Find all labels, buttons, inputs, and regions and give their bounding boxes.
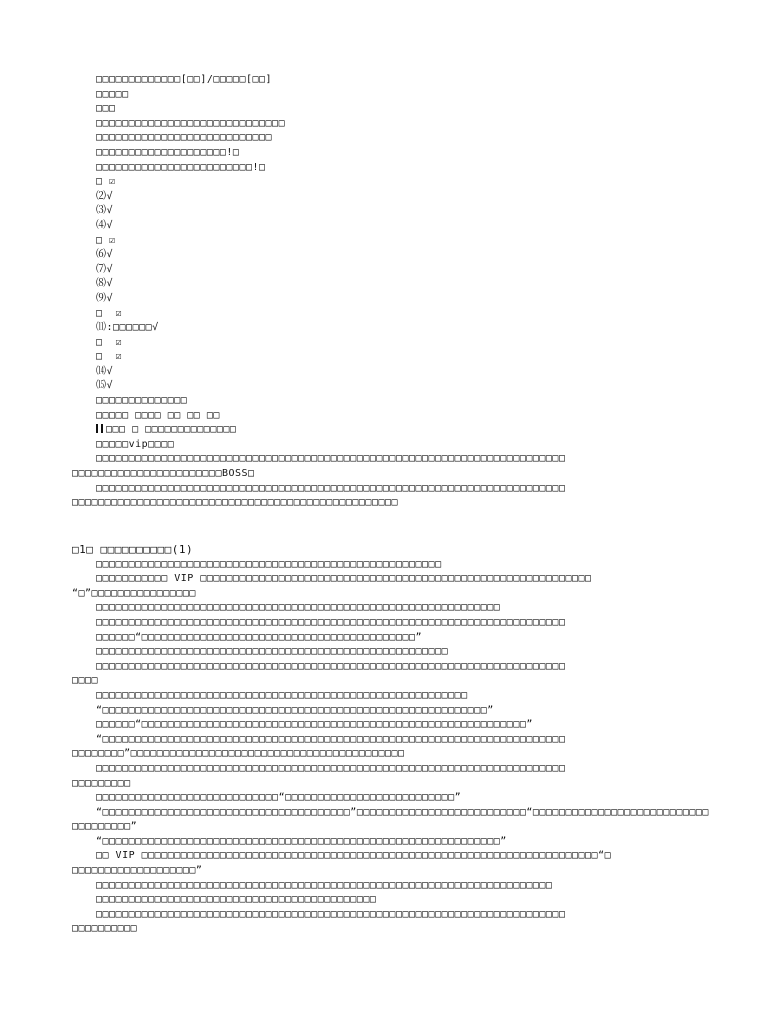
chapter-body: [0, 543, 768, 937]
bar-icon: [96, 424, 98, 433]
front-matter-line-text: ⑷√: [96, 219, 114, 231]
front-matter-line-text: □□□□□ □□□□ □□ □□ □□: [96, 409, 220, 421]
paragraph-line-text: □□□□□□□□□□□□□□□□□□□□□□□□□□□□“□□□□□□□□□□□□□□□□□□□□□□□□□□”: [96, 792, 462, 804]
front-matter-line: [0, 307, 768, 322]
paragraph-line: [0, 806, 768, 821]
front-matter-line-text: ⑻√: [96, 278, 114, 290]
paragraph-line-text: □□□□□□□□”□□□□□□□□□□□□□□□□□□□□□□□□□□□□□□□□□□□□□□□□□□: [72, 748, 405, 760]
front-matter-line: [0, 467, 768, 482]
front-matter-line: [0, 190, 768, 205]
front-matter-line: [0, 219, 768, 234]
front-matter-line-text: □ ☑: [96, 307, 123, 319]
paragraph-line: [0, 849, 768, 864]
front-matter-line-text: ⑾:□□□□□□√: [96, 322, 159, 334]
paragraph-line: [0, 791, 768, 806]
paragraph-line-text: “□”□□□□□□□□□□□□□□□□: [72, 587, 196, 599]
front-matter-line: [0, 248, 768, 263]
bar-icon: [101, 424, 103, 433]
front-matter-line: [0, 175, 768, 190]
paragraph-line: [0, 718, 768, 733]
front-matter: [0, 73, 768, 511]
paragraph-line-text: “□□□□□□□□□□□□□□□□□□□□□□□□□□□□□□□□□□□□□□□□□□□□□□□□□□□□□□□□□□□□□”: [96, 835, 507, 847]
paragraph-line: [0, 893, 768, 908]
front-matter-line-text: □□□□□□□□□□□□□[□□]/□□□□□[□□]: [96, 74, 273, 85]
front-matter-line-text: □□□□□□□□□□□□□□□□□□□□□□□BOSS□: [72, 468, 255, 480]
paragraph-line: [0, 660, 768, 675]
chapter-title: □1□ □□□□□□□□□□(1): [72, 543, 194, 556]
front-matter-line-text: □□□□□□□□□□□□□□□□□□□□□□□□□□□: [96, 132, 273, 144]
front-matter-line-text: □ ☑: [96, 336, 123, 348]
paragraph-line: [0, 616, 768, 631]
paragraph-line-text: □□□□□□□□□□□□□□□□□□□□□□□□□□□□□□□□□□□□□□□□□□□□□□□□□□□□□□□□□□□□□□□□□□□□□□□□: [96, 908, 566, 920]
front-matter-line: [0, 88, 768, 103]
front-matter-line-text: □ ☑: [96, 234, 116, 246]
paragraph-line-text: □□□□□□□□□□□□□□□□□□□□□□□□□□□□□□□□□□□□□□□□□□□□□□□□□□□□□□□□□□□□□□□□□□□□□□: [96, 879, 553, 891]
paragraph-line-text: □□□□□□□□□”: [72, 821, 138, 833]
paragraph-line: [0, 704, 768, 719]
front-matter-line-text: □□□: [96, 103, 116, 115]
front-matter-line: [0, 365, 768, 380]
front-matter-line: [0, 292, 768, 307]
front-matter-line: [0, 146, 768, 161]
front-matter-line-text: ⑶√: [96, 205, 114, 217]
paragraph-line-text: □□□□□□□□□□□□□□□□□□□□□□□□□□□□□□□□□□□□□□□□□□□□□□□□□□□□□□□□□: [96, 689, 468, 701]
paragraph-line: [0, 689, 768, 704]
front-matter-line-text: ⒁√: [96, 365, 114, 377]
paragraph-line-text: “□□□□□□□□□□□□□□□□□□□□□□□□□□□□□□□□□□□□□□”□□□□□□□□□□□□□□□□□□□□□□□□□□“□□□□□□□□□□□□□□□□□□□□□□□□□□□: [96, 806, 709, 818]
paragraph-line: [0, 879, 768, 894]
paragraph-line-text: □□□□□□□□□□□□□□□□□□□□□□□□□□□□□□□□□□□□□□□□□□□□□□□□□□□□□□□□□□□□□□□□□□□□□□□□: [96, 616, 566, 628]
front-matter-line: [0, 379, 768, 394]
paragraph-line: [0, 733, 768, 748]
paragraph-line: [0, 864, 768, 879]
front-matter-line: [0, 452, 768, 467]
paragraph-line: [0, 645, 768, 660]
chapter-text: [0, 558, 768, 937]
front-matter-line-text: ⑵√: [96, 190, 114, 202]
paragraph-line-text: □□□□□□□□□□□□□□□□□□□□□□□□□□□□□□□□□□□□□□□□□□□: [96, 894, 377, 906]
paragraph-line: [0, 820, 768, 835]
paragraph-line-text: □□□□□□“□□□□□□□□□□□□□□□□□□□□□□□□□□□□□□□□□□□□□□□□□□□□□□□□□□□□□□□□□□□”: [96, 719, 533, 731]
front-matter-line: [0, 496, 768, 511]
front-matter-line: [0, 102, 768, 117]
paragraph-line-text: “□□□□□□□□□□□□□□□□□□□□□□□□□□□□□□□□□□□□□□□□□□□□□□□□□□□□□□□□□□□”: [96, 704, 494, 716]
front-matter-line: [0, 161, 768, 176]
front-matter-line: [0, 336, 768, 351]
front-matter-line-text: □□□□□vip□□□□: [96, 438, 175, 450]
front-matter-line: [0, 73, 768, 88]
paragraph-line: [0, 762, 768, 777]
front-matter-line-text: □□□□□: [96, 88, 129, 100]
front-matter-line: [0, 117, 768, 132]
paragraph-line-text: □□□□□□□□□□□□□□□□□□□□□□□□□□□□□□□□□□□□□□□□□□□□□□□□□□□□□□□□□□□□□□□□□□□□□□□□: [96, 660, 566, 672]
front-matter-line: [0, 438, 768, 453]
paragraph-line: [0, 572, 768, 587]
front-matter-line: [0, 394, 768, 409]
front-matter-line-text: ⑹√: [96, 249, 114, 261]
front-matter-line-text: □□□ □ □□□□□□□□□□□□□□: [106, 424, 237, 436]
paragraph-line: [0, 558, 768, 573]
paragraph-line-text: □□□□□□□□□□□□□□□□□□□□□□□□□□□□□□□□□□□□□□□□□□□□□□□□□□□□□□□□□□□□□□: [96, 602, 501, 614]
paragraph-line-text: □□ VIP □□□□□□□□□□□□□□□□□□□□□□□□□□□□□□□□□□□□□□□□□□□□□□□□□□□□□□□□□□□□□□□□□□□□□□“□: [96, 850, 612, 862]
front-matter-line-text: □□□□□□□□□□□□□□□□□□□□!□: [96, 146, 240, 158]
paragraph-line-text: “□□□□□□□□□□□□□□□□□□□□□□□□□□□□□□□□□□□□□□□□□□□□□□□□□□□□□□□□□□□□□□□□□□□□□□□: [96, 733, 566, 745]
front-matter-line: [0, 423, 768, 438]
paragraph-line: [0, 835, 768, 850]
front-matter-line-text: □□□□□□□□□□□□□□□□□□□□□□□□□□□□□□□□□□□□□□□□□□□□□□□□□□□□□□□□□□□□□□□□□□□□□□□□: [96, 482, 566, 494]
front-matter-line: [0, 131, 768, 146]
paragraph-line: [0, 908, 768, 923]
paragraph-line-text: □□□□□□□□□□: [72, 923, 138, 935]
paragraph-line-text: □□□□: [72, 675, 99, 687]
front-matter-line: [0, 409, 768, 424]
front-matter-line-text: □□□□□□□□□□□□□□□□□□□□□□□□!□: [96, 161, 266, 173]
paragraph-line: [0, 631, 768, 646]
front-matter-line: [0, 321, 768, 336]
paragraph-line-text: □□□□□□□□□□□□□□□□□□□□□□□□□□□□□□□□□□□□□□□□□□□□□□□□□□□□□: [96, 558, 442, 570]
paragraph-line: [0, 587, 768, 602]
paragraph-line: [0, 777, 768, 792]
front-matter-line: [0, 263, 768, 278]
front-matter-line: [0, 482, 768, 497]
front-matter-line: [0, 234, 768, 249]
front-matter-line-text: □□□□□□□□□□□□□□□□□□□□□□□□□□□□□□□□□□□□□□□□□□□□□□□□□□□□□□□□□□□□□□□□□□□□□□□□: [96, 453, 566, 465]
paragraph-line-text: □□□□□□□□□□□□□□□□□□□□□□□□□□□□□□□□□□□□□□□□□□□□□□□□□□□□□□: [96, 646, 449, 658]
front-matter-line-text: □□□□□□□□□□□□□□: [96, 395, 188, 407]
front-matter-line-text: □ ☑: [96, 351, 123, 363]
paragraph-line-text: □□□□□□□□□□□ VIP □□□□□□□□□□□□□□□□□□□□□□□□□□□□□□□□□□□□□□□□□□□□□□□□□□□□□□□□□□□□: [96, 573, 592, 585]
front-matter-line-text: ⒂√: [96, 380, 114, 392]
paragraph-line-text: □□□□□□□□□: [72, 777, 131, 789]
front-matter-line-text: ⑼√: [96, 292, 114, 304]
paragraph-line: [0, 674, 768, 689]
front-matter-line: [0, 350, 768, 365]
front-matter-line-text: □□□□□□□□□□□□□□□□□□□□□□□□□□□□□: [96, 117, 286, 129]
paragraph-line-text: □□□□□□“□□□□□□□□□□□□□□□□□□□□□□□□□□□□□□□□□□□□□□□□□□”: [96, 631, 423, 643]
front-matter-line-text: □ ☑: [96, 176, 116, 188]
paragraph-line-text: □□□□□□□□□□□□□□□□□□□□□□□□□□□□□□□□□□□□□□□□□□□□□□□□□□□□□□□□□□□□□□□□□□□□□□□□: [96, 762, 566, 774]
front-matter-line-text: □□□□□□□□□□□□□□□□□□□□□□□□□□□□□□□□□□□□□□□□□□□□□□□□□□: [72, 497, 399, 509]
paragraph-line: [0, 747, 768, 762]
front-matter-line: [0, 277, 768, 292]
paragraph-line: [0, 922, 768, 937]
front-matter-line: [0, 204, 768, 219]
paragraph-line-text: □□□□□□□□□□□□□□□□□□□”: [72, 865, 203, 877]
front-matter-lines: [0, 73, 768, 511]
paragraph-line: [0, 601, 768, 616]
front-matter-line-text: ⑺√: [96, 263, 114, 275]
